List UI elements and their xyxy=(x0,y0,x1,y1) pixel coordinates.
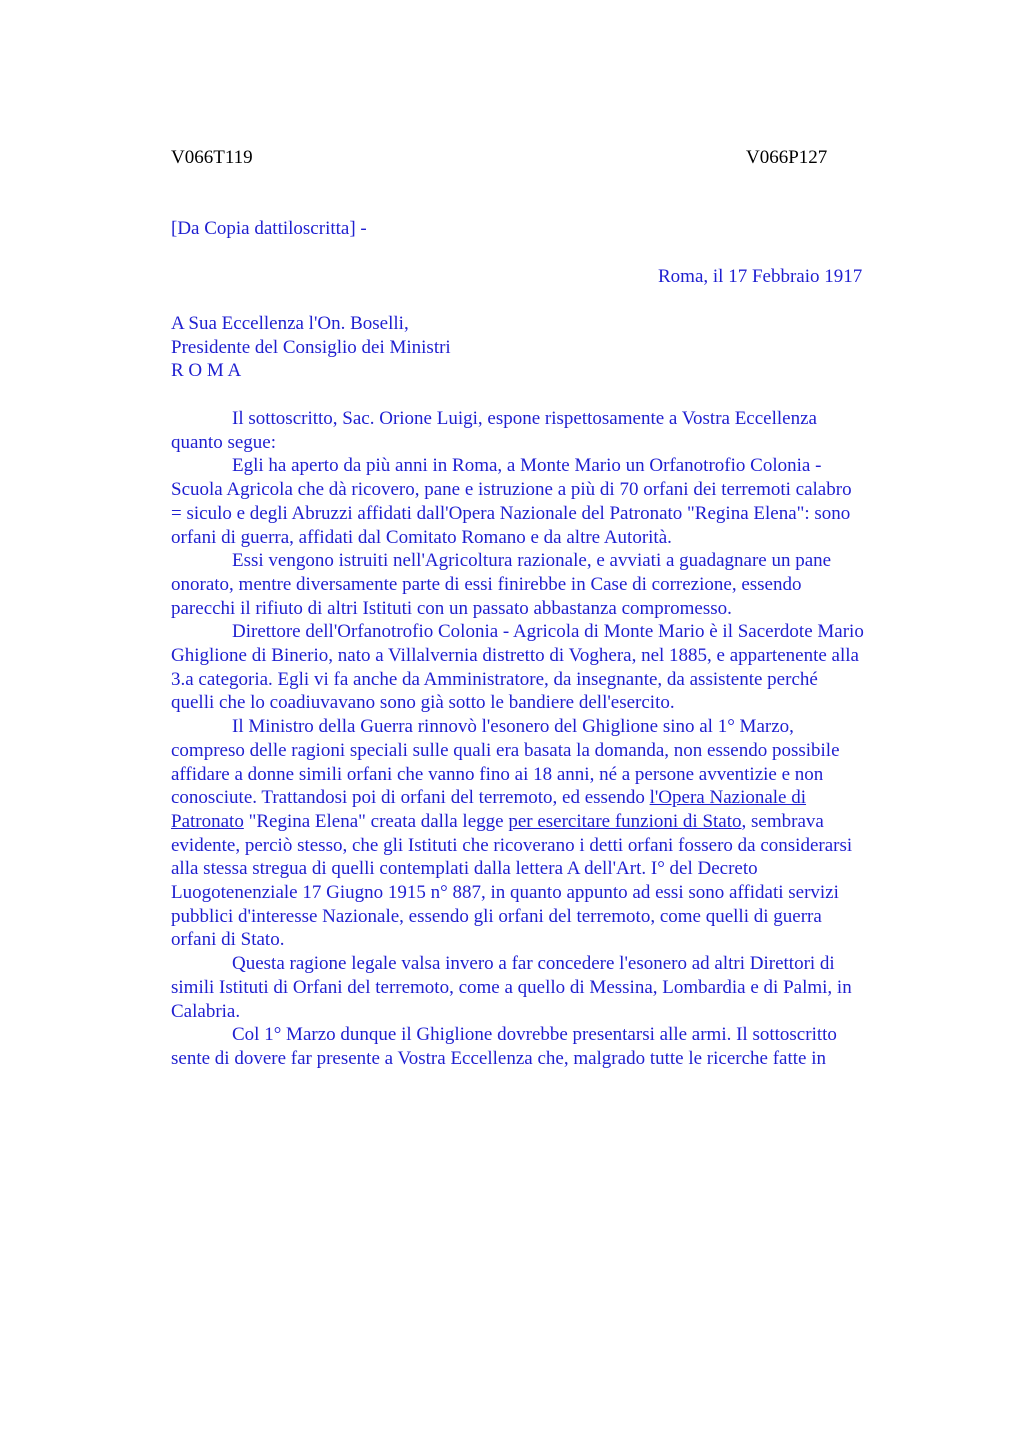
body-line: Ghiglione di Binerio, nato a Villalvernia distretto di Voghera, nel 1885, e appartenente alla xyxy=(171,645,859,667)
body-line: quelli che lo coadiuvavano sono già sotto le bandiere dell'esercito. xyxy=(171,692,675,714)
reference-code-left: V066T119 xyxy=(171,147,253,168)
body-line xyxy=(171,786,931,810)
body-line: Essi vengono istruiti nell'Agricoltura razionale, e avviati a guadagnare un pane xyxy=(232,550,832,572)
body-line: Il Ministro della Guerra rinnovò l'esonero del Ghiglione sino al 1° Marzo, xyxy=(232,716,794,738)
body-line: parecchi il rifiuto di altri Istituti con un passato abbastanza compromesso. xyxy=(171,597,732,619)
body-line: onorato, mentre diversamente parte di essi finirebbe in Case di correzione, essendo xyxy=(171,573,802,595)
body-text-run: conosciute. Trattandosi poi di orfani del terremoto, ed essendo xyxy=(171,787,650,809)
underlined-phrase: per esercitare funzioni di Stato xyxy=(508,810,742,832)
addressee-line: Presidente del Consiglio dei Ministri xyxy=(171,336,451,358)
body-line: simili Istituti di Orfani del terremoto, come a quello di Messina, Lombardia e di Palmi, in xyxy=(171,976,852,998)
body-line: Col 1° Marzo dunque il Ghiglione dovrebbe presentarsi alle armi. Il sottoscritto xyxy=(232,1024,837,1046)
body-line: pubblici d'interesse Nazionale, essendo gli orfani del terremoto, come quelli di guerra xyxy=(171,905,822,927)
body-line: compreso delle ragioni speciali sulle quali era basata la domanda, non essendo possibile xyxy=(171,739,840,761)
body-line: orfani di Stato. xyxy=(171,929,285,951)
body-text-run: "Regina Elena" creata dalla legge xyxy=(243,810,509,832)
body-line: Luogotenenziale 17 Giugno 1915 n° 887, in quanto appunto ad essi sono affidati servizi xyxy=(171,882,839,904)
body-line: = siculo e degli Abruzzi affidati dall'Opera Nazionale del Patronato "Regina Elena": sono xyxy=(171,502,851,524)
underlined-phrase: Patronato xyxy=(171,810,244,832)
body-line: alla stessa stregua di quelli contemplati dalla lettera A dell'Art. I° del Decreto xyxy=(171,858,758,880)
body-line: affidare a donne simili orfani che vanno fino ai 18 anni, né a persone avventizie e non xyxy=(171,763,824,785)
letter-body xyxy=(171,407,931,1071)
body-line: orfani di guerra, affidati dal Comitato Romano e da altre Autorità. xyxy=(171,526,672,548)
underlined-phrase: l'Opera Nazionale di xyxy=(649,787,807,809)
reference-code-right: V066P127 xyxy=(746,147,828,168)
body-line: Scuola Agricola che dà ricovero, pane e istruzione a più di 70 orfani dei terremoti calabro xyxy=(171,479,852,501)
body-line: sente di dovere far presente a Vostra Eccellenza che, malgrado tutte le ricerche fatte in xyxy=(171,1047,826,1069)
source-note: [Da Copia dattiloscritta] - xyxy=(171,218,367,239)
body-line xyxy=(171,810,931,834)
body-line: evidente, perciò stesso, che gli Istituti che ricoverano i detti orfani fossero da considerarsi xyxy=(171,834,853,856)
addressee-line: A Sua Eccellenza l'On. Boselli, xyxy=(171,313,409,334)
body-text-run: , sembrava xyxy=(741,810,824,832)
date-line: Roma, il 17 Febbraio 1917 xyxy=(658,266,863,287)
body-line: Direttore dell'Orfanotrofio Colonia - Agricola di Monte Mario è il Sacerdote Mario xyxy=(232,621,864,643)
body-line: Questa ragione legale valsa invero a far concedere l'esonero ad altri Direttori di xyxy=(232,953,835,975)
addressee-block xyxy=(171,312,451,383)
body-line: quanto segue: xyxy=(171,431,277,453)
body-line: 3.a categoria. Egli vi fa anche da Amministratore, da insegnante, da assistente perché xyxy=(171,668,818,690)
body-line: Egli ha aperto da più anni in Roma, a Monte Mario un Orfanotrofio Colonia - xyxy=(232,455,822,477)
addressee-line: R O M A xyxy=(171,360,242,382)
body-line: Il sottoscritto, Sac. Orione Luigi, espone rispettosamente a Vostra Eccellenza xyxy=(232,408,817,429)
body-line: Calabria. xyxy=(171,1000,241,1022)
